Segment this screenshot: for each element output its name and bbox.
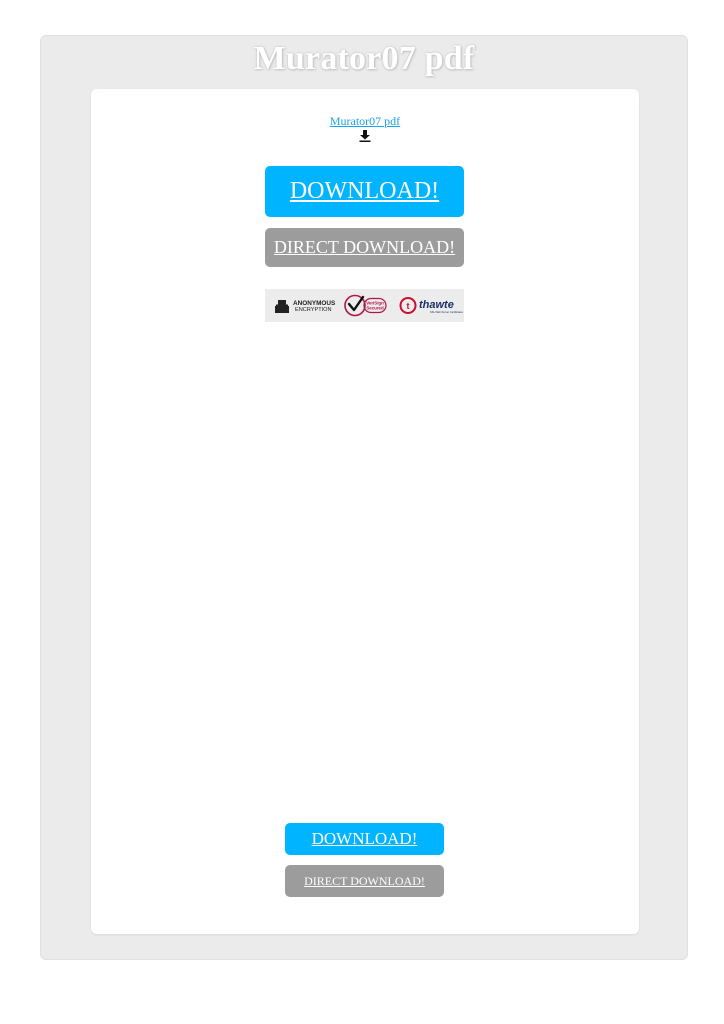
outer-panel — [40, 35, 688, 960]
security-badges — [265, 289, 464, 322]
verisign-check-icon — [345, 296, 365, 316]
page-title: Murator07 pdf — [253, 40, 475, 77]
download-arrow-icon[interactable] — [359, 130, 371, 142]
download-button[interactable]: DOWNLOAD! — [265, 166, 464, 217]
verisign-label: VeriSign — [366, 300, 384, 306]
encryption-label: ENCRYPTION — [295, 307, 332, 313]
security-badges-graphic — [265, 289, 464, 322]
file-link[interactable]: Murator07 pdf — [329, 114, 401, 128]
download-button-bottom[interactable]: DOWNLOAD! — [285, 823, 444, 855]
direct-download-button-bottom[interactable]: DIRECT DOWNLOAD! — [285, 865, 444, 897]
svg-text:t: t — [406, 301, 410, 311]
content-card — [91, 89, 639, 934]
thawte-logo-icon — [401, 298, 416, 313]
direct-download-button[interactable]: DIRECT DOWNLOAD! — [265, 228, 464, 267]
thawte-sub-label: SSL Web Server Certificates — [430, 311, 463, 314]
thawte-label: thawte — [419, 299, 454, 311]
anonymous-label: ANONYMOUS — [293, 300, 336, 307]
anonymous-icon — [275, 300, 289, 313]
verisign-secured-label: Secured — [366, 305, 384, 311]
